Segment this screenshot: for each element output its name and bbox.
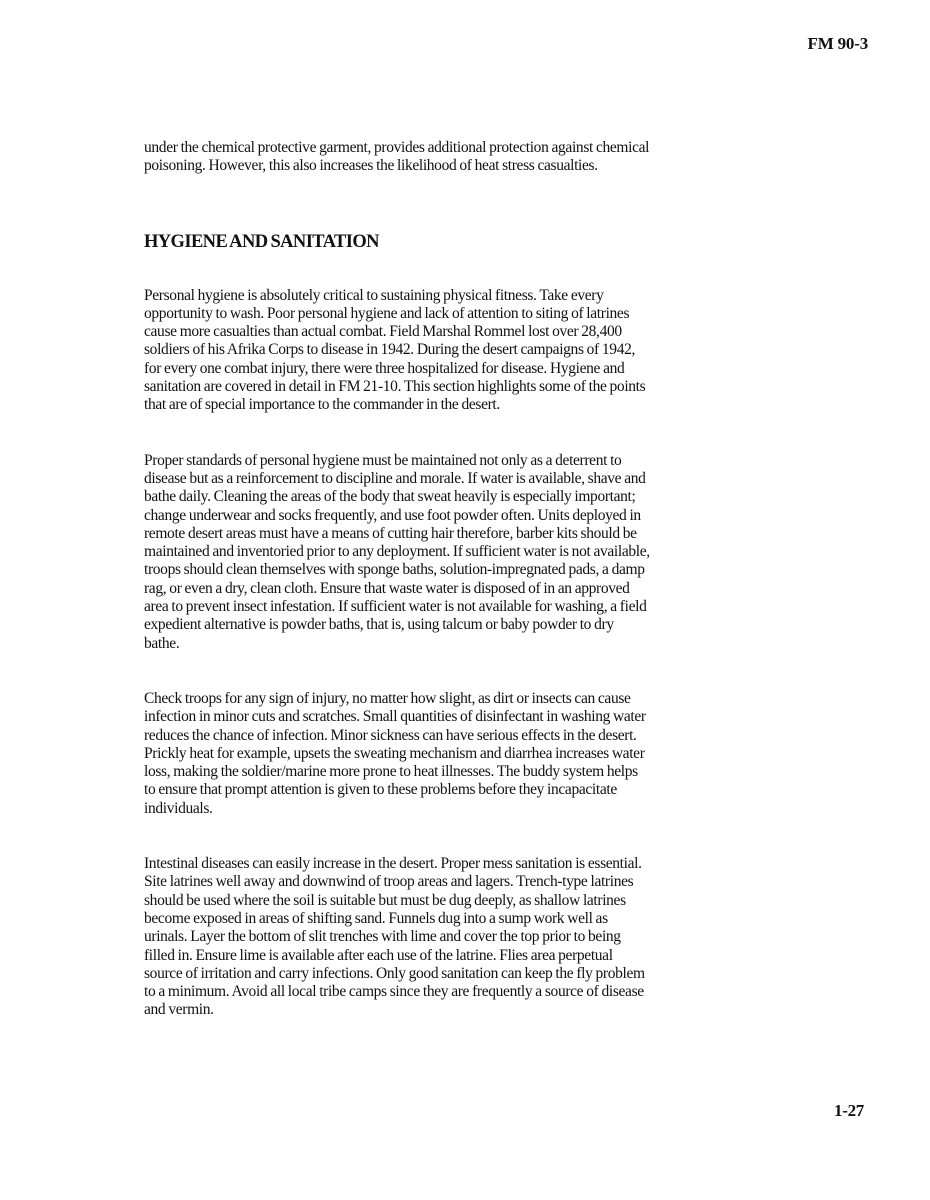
section-heading: HYGIENE AND SANITATION bbox=[144, 231, 379, 252]
body-paragraph-hygiene-importance: Personal hygiene is absolutely critical to sustaining physical fitness. Take every opportunity to wash. Poor personal hygiene and lack of attention to siting of latrines cause more casualties than actual combat. Field Marshal Rommel lost over 28,400 soldiers of his Afrika Corps to disease in 1942. During the desert campaigns of 1942, for every one combat injury, there were three hospitalized for disease. Hygiene and sanitation are covered in detail in FM 21-10. This section highlights some of the points that are of special importance to the commander in the desert. bbox=[144, 286, 646, 414]
manual-id-header: FM 90-3 bbox=[807, 34, 868, 53]
body-paragraph-intestinal-diseases: Intestinal diseases can easily increase in the desert. Proper mess sanitation is essential. Site latrines well away and downwind of troop areas and lagers. Trench-type latrines should be used where the soil is suitable but must be dug deeply, as shallow latrines become exposed in areas of shifting sand. Funnels dug into a sump work well as urinals. Layer the bottom of slit trenches with lime and cover the top prior to being filled in. Ensure lime is available after each use of the latrine. Flies area perpetual source of irritation and carry infections. Only good sanitation can keep the fly problem to a minimum. Avoid all local tribe camps since they are frequently a source of disease and vermin. bbox=[144, 855, 645, 1019]
page-number: 1-27 bbox=[834, 1101, 864, 1120]
body-paragraph-injury-check: Check troops for any sign of injury, no matter how slight, as dirt or insects can cause infection in minor cuts and scratches. Small quantities of disinfectant in washing water reduces the chance of infection. Minor sickness can have serious effects in the desert. Prickly heat for example, upsets the sweating mechanism and diarrhea increases water loss, making the soldier/marine more prone to heat illnesses. The buddy system helps to ensure that prompt attention is given to these problems before they incapacitate individuals. bbox=[144, 689, 646, 817]
page-body bbox=[144, 139, 650, 1020]
body-paragraph-personal-hygiene: Proper standards of personal hygiene must be maintained not only as a deterrent to disease but as a reinforcement to discipline and morale. If water is available, shave and bathe daily. Cleaning the areas of the body that sweat heavily is especially important; change underwear and socks frequently, and use foot powder often. Units deployed in remote desert areas must have a means of cutting hair therefore, barber kits should be maintained and inventoried prior to any deployment. If sufficient water is not available, troops should clean themselves with sponge baths, solution-impregnated pads, a damp rag, or even a dry, clean cloth. Ensure that waste water is disposed of in an approved area to prevent insect infestation. If sufficient water is not available for washing, a field expedient alternative is powder baths, that is, using talcum or baby powder to dry bathe. bbox=[144, 451, 650, 652]
intro-paragraph: under the chemical protective garment, provides additional protection against chemical poisoning. However, this also increases the likelihood of heat stress casualties. bbox=[144, 139, 650, 175]
